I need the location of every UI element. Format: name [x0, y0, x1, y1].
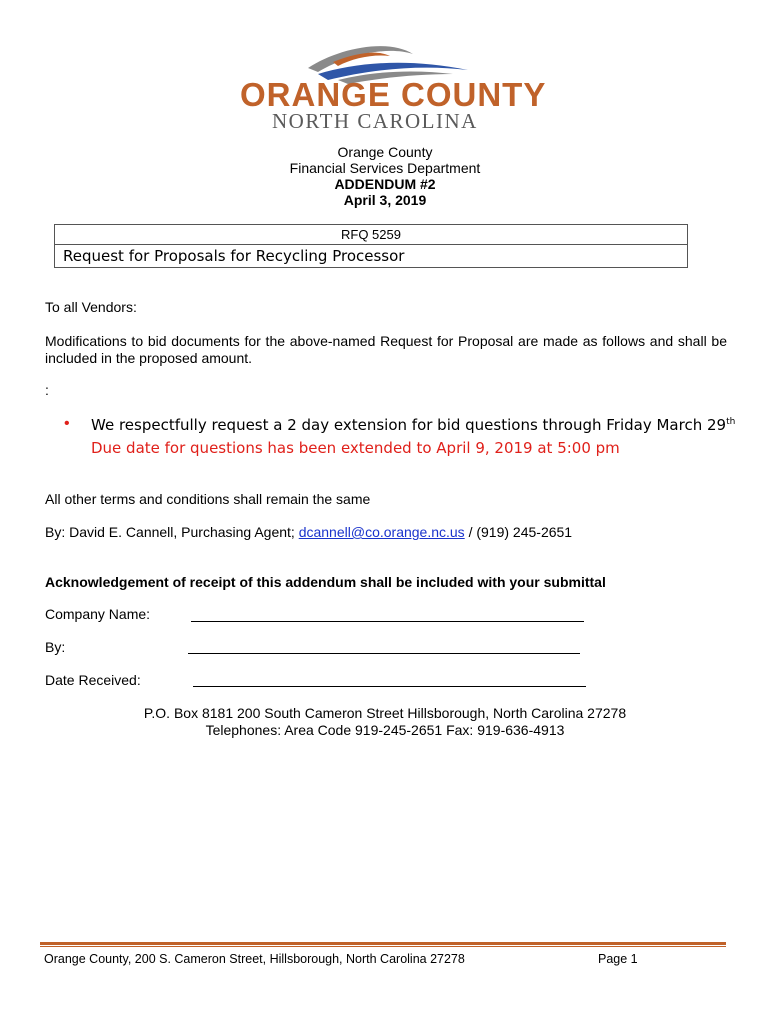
- logo-sub-text: NORTH CAROLINA: [272, 109, 478, 133]
- acknowledgement: Acknowledgement of receipt of this addendum shall be included with your submittal: [45, 574, 606, 590]
- by-label: By:: [45, 639, 66, 655]
- date-received-field[interactable]: [193, 686, 586, 687]
- footer-rule: [40, 942, 726, 945]
- address-line2: Telephones: Area Code 919-245-2651 Fax: 919-636-4913: [205, 722, 565, 738]
- page-number: Page 1: [598, 952, 638, 966]
- header-org: Orange County: [337, 144, 433, 160]
- rfq-number: RFQ 5259: [55, 225, 687, 245]
- contact-line: [45, 524, 572, 541]
- rfq-title: Request for Proposals for Recycling Processor: [63, 247, 405, 265]
- header-date: April 3, 2019: [343, 192, 427, 208]
- other-terms: All other terms and conditions shall remain the same: [45, 491, 371, 507]
- date-label: Date Received:: [45, 672, 141, 688]
- header-block: [0, 144, 770, 208]
- modifications-text: Modifications to bid documents for the above-named Request for Proposal are made as follows and shall be included in the proposed amount.: [45, 333, 727, 366]
- footer-address: Orange County, 200 S. Cameron Street, Hillsborough, North Carolina 27278: [44, 952, 465, 966]
- header-addendum: ADDENDUM #2: [334, 176, 436, 192]
- company-name-field[interactable]: [191, 621, 584, 622]
- colon-text: :: [45, 382, 49, 398]
- bullet-superscript: th: [726, 417, 736, 427]
- by-field[interactable]: [188, 653, 580, 654]
- contact-prefix: By: David E. Cannell, Purchasing Agent;: [45, 524, 295, 540]
- address-block: [0, 705, 770, 739]
- bullet-text: We respectfully request a 2 day extension for bid questions through Friday March 29th: [91, 416, 736, 434]
- orange-county-logo: [238, 40, 547, 133]
- footer-rule-thin: [40, 946, 726, 947]
- company-label: Company Name:: [45, 606, 151, 622]
- greeting: To all Vendors:: [45, 299, 137, 315]
- rfq-box: [54, 224, 688, 268]
- header-department: Financial Services Department: [289, 160, 481, 176]
- contact-phone: / (919) 245-2651: [464, 524, 573, 540]
- due-date-text: Due date for questions has been extended to April 9, 2019 at 5:00 pm: [91, 439, 620, 457]
- email-link[interactable]: dcannell@co.orange.nc.us: [298, 524, 465, 540]
- logo-main-text: ORANGE COUNTY: [240, 76, 547, 113]
- bullet-dot-icon: •: [64, 415, 70, 432]
- address-line1: P.O. Box 8181 200 South Cameron Street Hillsborough, North Carolina 27278: [143, 705, 627, 721]
